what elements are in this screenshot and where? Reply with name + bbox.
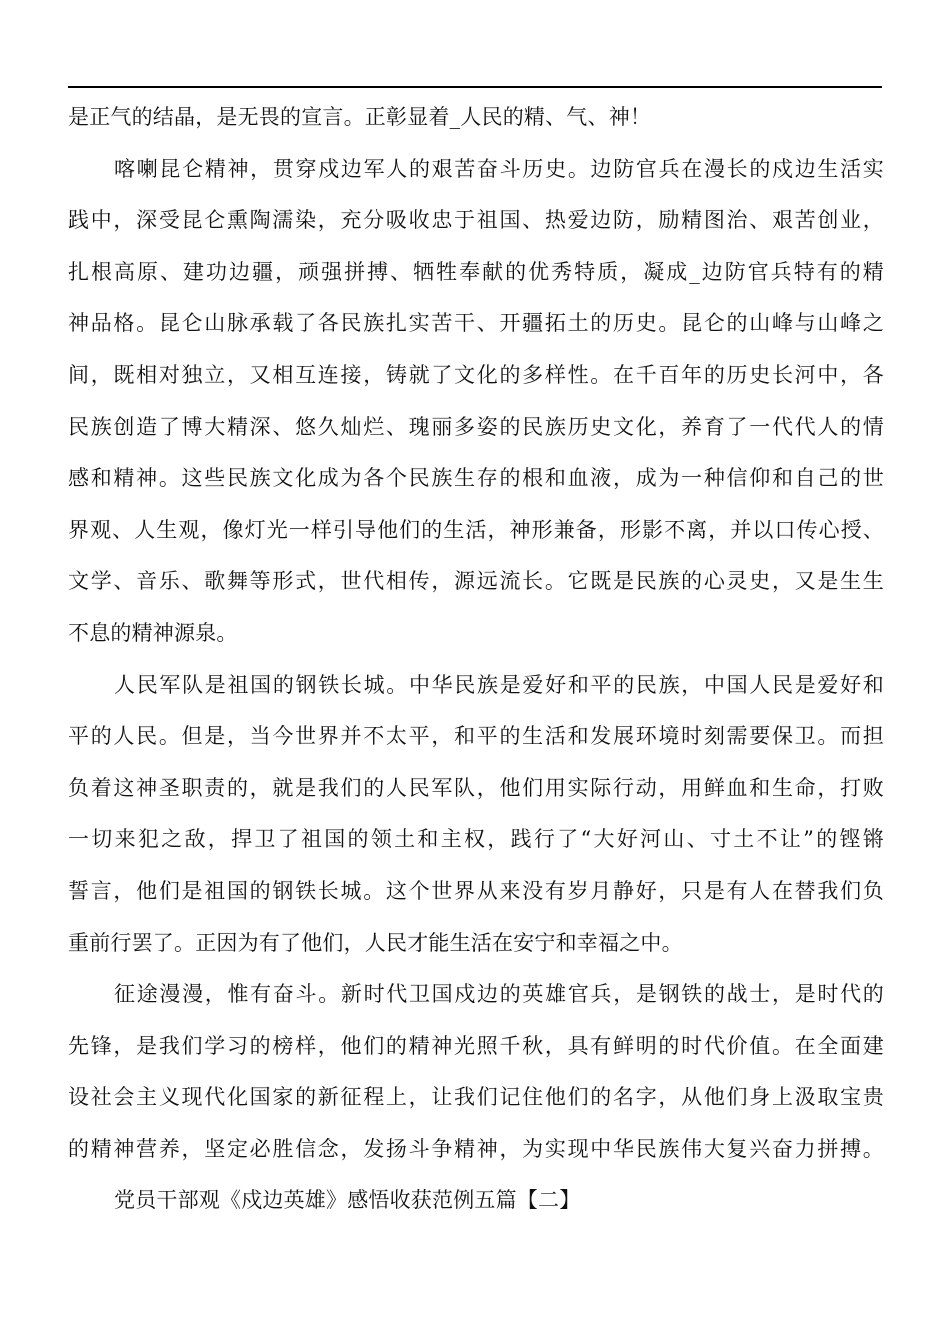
- text-line: 践中，深受昆仑熏陶濡染，充分吸收忠于祖国、热爱边防，励精图治、艰苦创业，: [68, 208, 884, 233]
- text-line: 设社会主义现代化国家的新征程上，让我们记住他们的名字，从他们身上汲取宝贵: [68, 1085, 884, 1110]
- text-line: 是正气的结晶，是无畏的宣言。正彰显着_人民的精、气、神！: [68, 105, 652, 129]
- text-line: 重前行罢了。正因为有了他们，人民才能生活在安宁和幸福之中。: [68, 930, 683, 955]
- document-body: [68, 92, 884, 1227]
- text-line: 誓言，他们是祖国的钢铁长城。这个世界从来没有岁月静好，只是有人在替我们负: [68, 878, 884, 903]
- text-line: 负着这神圣职责的，就是我们的人民军队，他们用实际行动，用鲜血和生命，打败: [68, 775, 884, 800]
- text-line: 神品格。昆仑山脉承载了各民族扎实苦干、开疆拓土的历史。昆仑的山峰与山峰之: [68, 311, 884, 336]
- paragraph-first-line: 人民军队是祖国的钢铁长城。中华民族是爱好和平的民族，中国人民是爱好和: [114, 672, 884, 697]
- text-line: 的精神营养，坚定必胜信念，发扬斗争精神，为实现中华民族伟大复兴奋力拼搏。: [68, 1136, 884, 1161]
- paragraph-first-line: 征途漫漫，惟有奋斗。新时代卫国戍边的英雄官兵，是钢铁的战士，是时代的: [114, 982, 884, 1007]
- section-heading: 党员干部观《戍边英雄》感悟收获范例五篇【二】: [114, 1188, 581, 1213]
- text-line: 间，既相对独立，又相互连接，铸就了文化的多样性。在千百年的历史长河中，各: [68, 362, 884, 387]
- text-line: 民族创造了博大精深、悠久灿烂、瑰丽多姿的民族历史文化，养育了一代代人的情: [68, 414, 884, 439]
- text-line: 文学、音乐、歌舞等形式，世代相传，源远流长。它既是民族的心灵史，又是生生: [68, 569, 884, 594]
- text-line: 感和精神。这些民族文化成为各个民族生存的根和血液，成为一种信仰和自己的世: [68, 466, 884, 491]
- text-line: 一切来犯之敌，捍卫了祖国的领土和主权，践行了“大好河山、寸土不让”的铿锵: [68, 827, 884, 852]
- text-line: 界观、人生观，像灯光一样引导他们的生活，神形兼备，形影不离，并以口传心授、: [68, 517, 884, 542]
- header-rule: [68, 86, 882, 88]
- text-line: 不息的精神源泉。: [68, 620, 238, 645]
- text-line: 扎根高原、建功边疆，顽强拼搏、牺牲奉献的优秀特质，凝成_边防官兵特有的精: [68, 259, 884, 284]
- text-line: 先锋，是我们学习的榜样，他们的精神光照千秋，具有鲜明的时代价值。在全面建: [68, 1033, 884, 1058]
- text-line: 平的人民。但是，当今世界并不太平，和平的生活和发展环境时刻需要保卫。而担: [68, 724, 884, 749]
- paragraph-first-line: 喀喇昆仑精神，贯穿戍边军人的艰苦奋斗历史。边防官兵在漫长的戍边生活实: [114, 156, 884, 181]
